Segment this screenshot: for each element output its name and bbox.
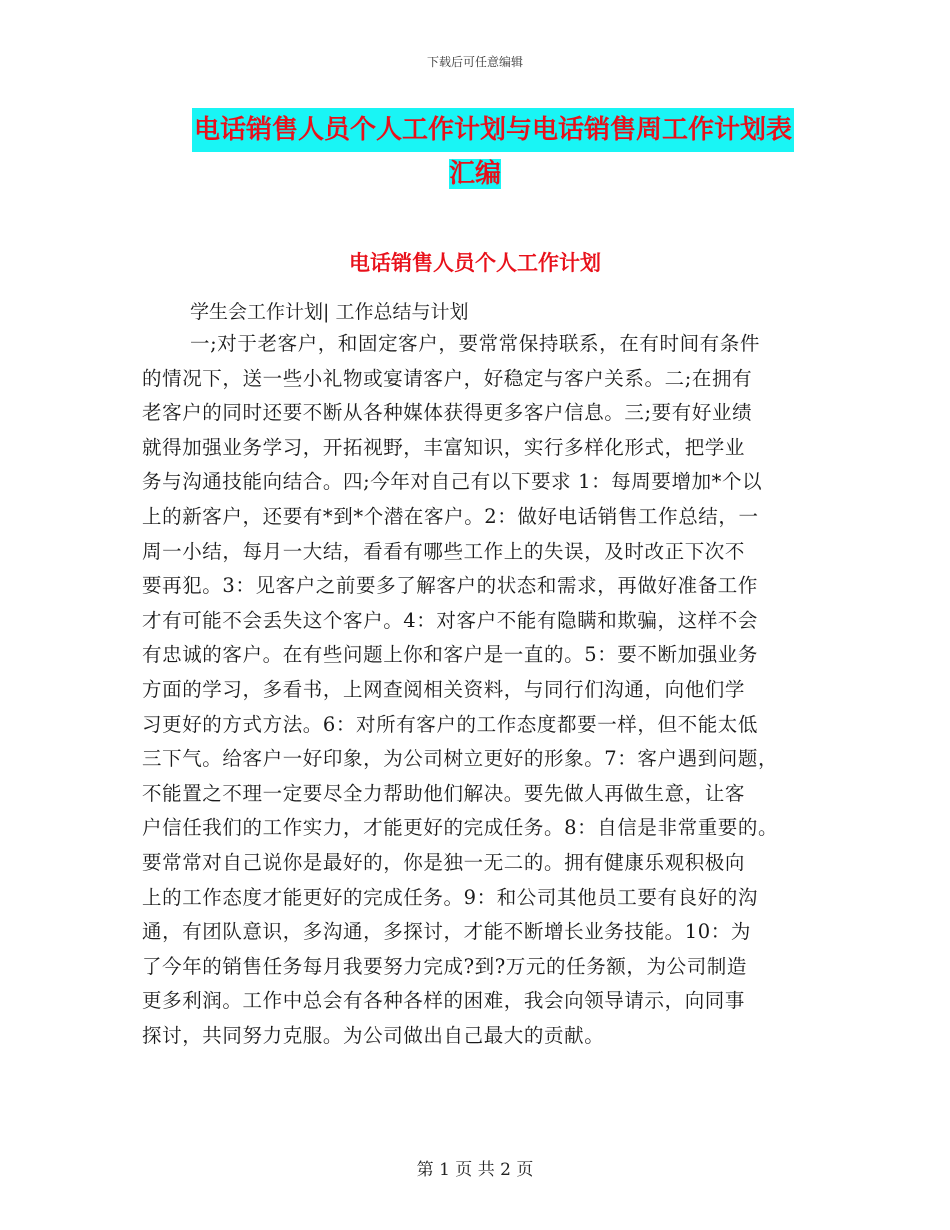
body-line: 习更好的方式方法。6：对所有客户的工作态度都要一样，但不能太低 (142, 712, 759, 736)
body-line: 才有可能不会丢失这个客户。4：对客户不能有隐瞒和欺骗，这样不会 (142, 608, 759, 632)
body-line: 有忠诚的客户。在有些问题上你和客户是一直的。5：要不断加强业务 (142, 643, 759, 667)
section-title: 电话销售人员个人工作计划 (349, 251, 601, 275)
body-line: 探讨，共同努力克服。为公司做出自己最大的贡献。 (142, 1023, 605, 1047)
body-line: 不能置之不理一定要尽全力帮助他们解决。要先做人再做生意，让客 (142, 781, 746, 805)
body-line: 上的新客户，还要有*到*个潜在客户。2：做好电话销售工作总结，一 (142, 504, 759, 528)
body-line: 三下气。给客户一好印象，为公司树立更好的形象。7：客户遇到问题， (142, 747, 779, 771)
body-paragraph (142, 327, 822, 1053)
document-title-line-2-wrap (0, 152, 950, 196)
body-line: 的情况下，送一些小礼物或宴请客户，好稳定与客户关系。二;在拥有 (142, 366, 753, 390)
body-line: 要常常对自己说你是最好的，你是独一无二的。拥有健康乐观积极向 (142, 850, 746, 874)
body-line: 更多利润。工作中总会有各种各样的困难，我会向领导请示，向同事 (142, 989, 746, 1013)
document-title-line-1: 电话销售人员个人工作计划与电话销售周工作计划表 (192, 108, 794, 152)
body-line: 一;对于老客户，和固定客户，要常常保持联系，在有时间有条件 (190, 332, 760, 355)
body-line: 老客户的同时还要不断从各种媒体获得更多客户信息。三;要有好业绩 (142, 401, 753, 425)
body-line: 务与沟通技能向结合。四;今年对自己有以下要求 1：每周要增加*个以 (142, 470, 763, 494)
document-title-line-2: 汇编 (448, 159, 501, 189)
body-line: 方面的学习，多看书，上网查阅相关资料，与同行们沟通，向他们学 (142, 677, 746, 701)
body-line: 户信任我们的工作实力，才能更好的完成任务。8：自信是非常重要的。 (142, 816, 779, 840)
body-line: 上的工作态度才能更好的完成任务。9：和公司其他员工要有良好的沟 (142, 885, 759, 909)
header-note: 下载后可任意编辑 (426, 55, 523, 69)
body-line: 周一小结，每月一大结，看看有哪些工作上的失误，及时改正下次不 (142, 539, 746, 563)
body-line: 就得加强业务学习，开拓视野，丰富知识，实行多样化形式，把学业 (142, 435, 746, 459)
body-line: 了今年的销售任务每月我要努力完成?到?万元的任务额，为公司制造 (142, 954, 748, 978)
intro-line: 学生会工作计划| 工作总结与计划 (190, 301, 469, 323)
body-line: 要再犯。3：见客户之前要多了解客户的状态和需求，再做好准备工作 (142, 574, 759, 598)
page-footer: 第 1 页 共 2 页 (416, 1160, 534, 1180)
body-line: 通，有团队意识，多沟通，多探讨，才能不断增长业务技能。10：为 (142, 920, 751, 944)
